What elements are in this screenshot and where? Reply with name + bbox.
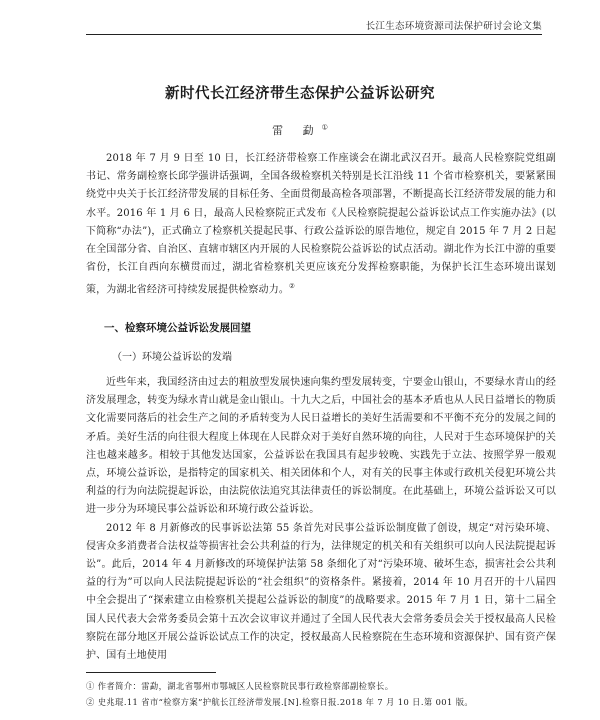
- subsection-heading: （一）环境公益诉讼的发端: [112, 352, 232, 363]
- running-header-title: 长江生态环境资源司法保护研讨会论文集: [365, 21, 542, 32]
- running-header: [86, 14, 542, 36]
- footnote-rule: [86, 672, 216, 673]
- footnote-2: ② 史兆琨.11 省市“检察方案”护航长江经济带发展.[N].检察日报.2018 年 7 月 10 日.第 001 版。: [86, 697, 474, 707]
- section-heading: 一、检察环境公益诉讼发展回望: [104, 322, 251, 334]
- author-line: [0, 122, 600, 138]
- paragraph: 2012 年 8 月新修改的民事诉讼法第 55 条首先对民事公益诉讼制度做了创设，规定“对污染环境、侵害众多消费者合法权益等损害社会公共利益的行为，法律规定的机关和有关组织可以向人民法院提起诉讼”。此后，2014 年 4 月新修改的环境保护法第 58 条细化了对“污染环境、破坏生态，损害社会公共利益的行为”可以向人民法院提起诉讼的“社会组织”的资格条件。紧接着，2014 年 10 月召开的十八届四中全会提出了“探索建立由检察机关提起公益诉讼的制度”的战略要求。2015 年 7 月 1 日，第十二届全国人民代表大会常务委员会第十五次会议审议并通过了全国人民代表大会常务委员会关于授权最高人民检察院在部分地区开展公益诉讼试点工作的决定，授权最高人民检察院在生态环境和资源保护、国有资产保护、国有土地使用: [86, 522, 556, 662]
- author-name: 雷 勐: [272, 124, 322, 137]
- header-rule: [86, 34, 542, 35]
- footnote-1: ① 作者简介：雷勐，湖北省鄂州市鄂城区人民检察院民事行政检察部副检察长。: [86, 681, 394, 691]
- intro-paragraph-block: [86, 150, 556, 300]
- body-paragraph-block: [86, 374, 556, 665]
- author-note-mark: ①: [321, 123, 328, 132]
- footnote-ref: ②: [289, 282, 295, 291]
- paragraph: 近些年来，我国经济由过去的粗放型发展快速向集约型发展转变，宁要金山银山，不要绿水青山的经济发展理念，转变为绿水青山就是金山银山。十九大之后，中国社会的基本矛盾也从人民日益增长的物质文化需要同落后的社会生产之间的矛盾转变为人民日益增长的美好生活需要和不平衡不充分的发展之间的矛盾。美好生活的向往很大程度上体现在人民群众对于美好自然环境的向往，人民对于生态环境保护的关注也越来越多。相较于其他发达国家，公益诉讼在我国具有起步较晚、实践先于立法、按照学界一般观点，环境公益诉讼，是指特定的国家机关、相关团体和个人，对有关的民事主体或行政机关侵犯环境公共利益的行为向法院提起诉讼，由法院依法追究其法律责任的诉讼制度。在此基础上，环境公益诉讼又可以进一步分为环境民事公益诉讼和环境行政公益诉讼。: [86, 377, 556, 516]
- paragraph: 2018 年 7 月 9 日至 10 日，长江经济带检察工作座谈会在湖北武汉召开。最高人民检察院党组副书记、常务副检察长邱学强讲话强调，全国各级检察机关特别是长江沿线 11 个省市检察机关，要紧紧围绕党中央关于长江经济带发展的目标任务、全面贯彻最高检各项部署，不断提高长江经济带发展的能力和水平。2016 年 1 月 6 日，最高人民检察院正式发布《人民检察院提起公益诉讼试点工作实施办法》(以下简称“办法”)，正式确立了检察机关提起民事、行政公益诉讼的原告地位，规定自 2015 年 7 月 2 日起在全国部分省、自治区、直辖市辖区内开展的人民检察院公益诉讼的试点活动。湖北作为长江中游的重要省份，长江自西向东横贯而过，湖北省检察机关更应该充分发挥检察职能，为保护长江生态环境出谋划策，为湖北省经济可持续发展提供检察动力。②: [86, 153, 556, 296]
- article-title: 新时代长江经济带生态保护公益诉讼研究: [165, 86, 435, 102]
